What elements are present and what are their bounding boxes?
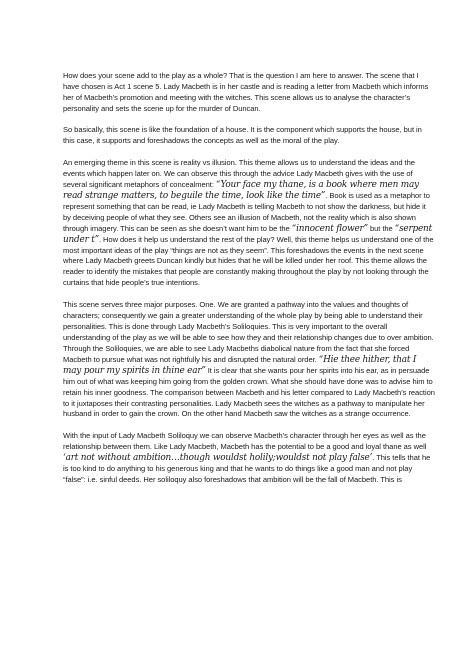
paragraph-foundation [63, 125, 435, 147]
text-run: . This tells that he is too kind to do anything to his generous king and that he wants to do things like a good man and not play “false”: i.e. sinful deeds. Her soliloquy also foreshadows that ambition will be the fall of Macbeth. This is [63, 452, 431, 484]
text-run: With the input of Lady Macbeth Soliloquy we can observe Macbeth’s character through her eyes as well as the relationship between them. Like Lady Macbeth, Macbeth has the potential to be a good and loyal thane as well [63, 431, 427, 451]
text-run: How does your scene add to the play as a whole? That is the question I am here to answer. The scene that I have chosen is Act 1 scene 5. Lady Macbeth is in her castle and is reading a letter from Macbeth which informs her of Macbeth’s promotion and meeting with the witches. This scene allows us to analyse the character’s personality and sets the scene up for the murder of Duncan. [63, 71, 429, 113]
paragraph-reality-vs-illusion [63, 158, 435, 289]
text-run: but the [367, 223, 395, 233]
quotation: “Your face my thane, is a book where men may read strange matters, to beguile the time, look like the time” [63, 179, 419, 201]
text-run: It is clear that she wants pour her spirits into his ear, as in persuade him out of what was keeping him going from the golden crown. What she should have done was to advise him to retain his inner goodness. The comparison between Macbeth and his letter compared to Lady Macbeth’s reaction to it juxtaposes their contrasting personalities. Lady Macbeth sees the witches as a pathway to manipulate her husband in order to gain the crown. On the other hand Macbeth saw the witches as a strange occurrence. [63, 365, 435, 419]
text-run: . How does it help us understand the rest of the play? Well, this theme helps us understand one of the most important ideas of the play “things are not as they seem”. This foreshadows the events in the next scene where Lady Macbeth greets Duncan kindly but hides that he will be killed under her roof. This theme allows the reader to identify the mistakes that people are constantly making throughout the play by not looking through the curtains that hide people’s true intentions. [63, 234, 434, 288]
text-run: So basically, this scene is like the foundation of a house. It is the component which supports the house, but in this case, it supports and foreshadows the concepts as well as the moral of the play. [63, 125, 422, 146]
paragraph-soliloquy [63, 431, 435, 486]
quotation: “Hie thee hither, that I may pour my spirits in thine ear” [63, 354, 417, 376]
paragraph-three-purposes [63, 300, 435, 420]
paragraph-intro [63, 71, 435, 115]
quotation: “serpent under t” [63, 223, 432, 245]
quotation: ‘art not without ambition…though wouldst holily;wouldst not play false’ [63, 452, 373, 463]
quotation: “innocent flower” [291, 223, 368, 234]
text-run: An emerging theme in this scene is reality vs illusion. This theme allows us to understand the ideas and the events which happen later on. We can observe this through the advice Lady Macbeth gives with the use of several significant metaphors of concealment: [63, 157, 415, 189]
text-run: . Book is used as a metaphor to represent something that can be read, ie Lady Macbeth is telling Macbeth to not show the darkness, but hide it by deceiving people of what they see. Others see an illusion of Macbeth, not the reality which is also shown through imagery. This can be seen as she doesn’t want him to be the [63, 190, 430, 233]
text-run: This scene serves three major purposes. One. We are granted a pathway into the values and thoughts of characters; consequently we gain a greater understanding of the whole play by being able to understand their personalities. This is done through Lady Macbeth’s Soliloquies. This is very important to the overall understanding of the play as we will be able to see how they and their relationship changes due to over ambition. Through the Soliloquies, we are able to see Lady Macbeths diabolical nature from the fact that she forced Macbeth to pursue what was not rightfully his and disrupted the natural order. [63, 299, 434, 364]
document-body [63, 71, 435, 496]
